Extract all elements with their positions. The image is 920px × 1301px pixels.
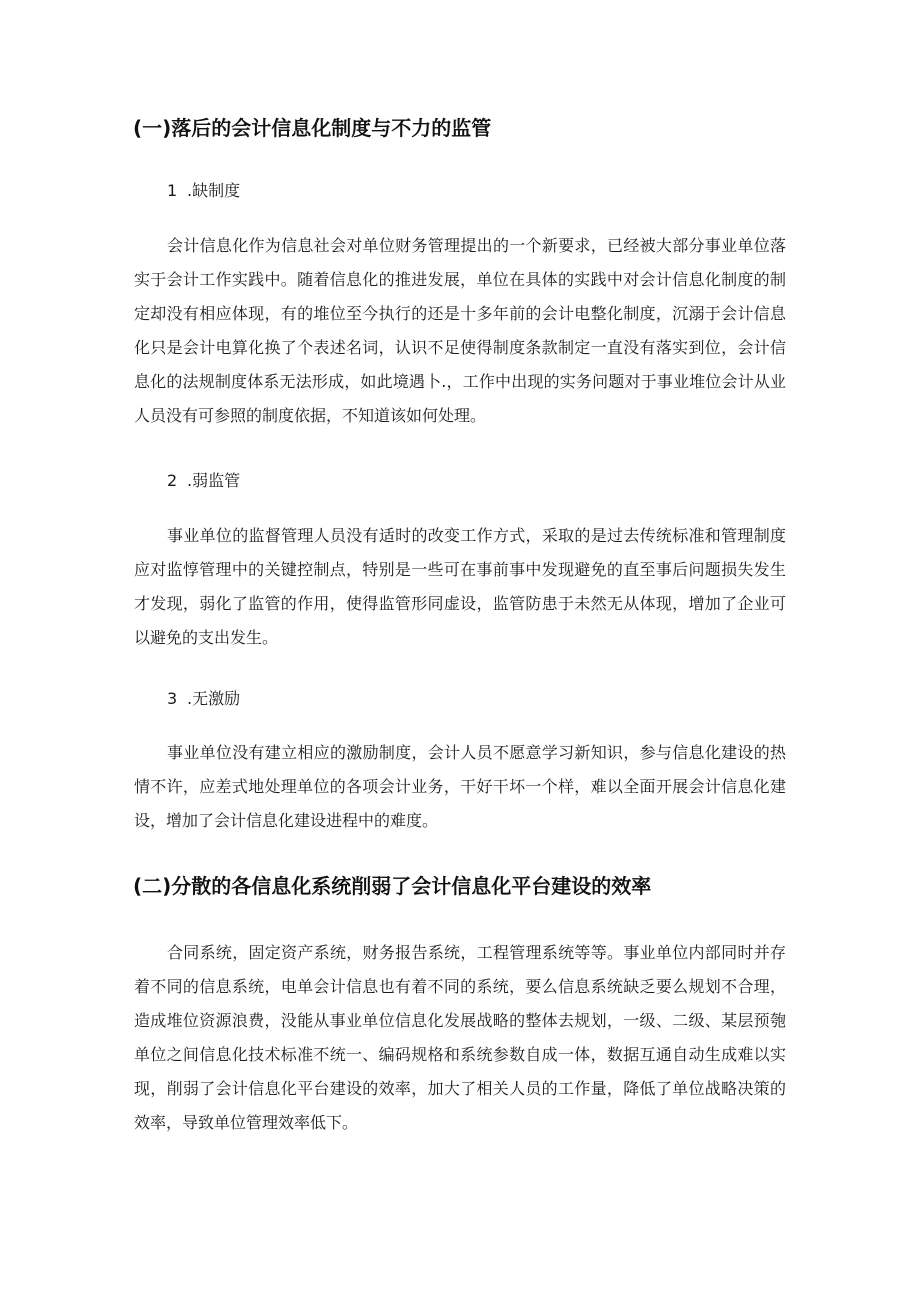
section-heading-1: (一)落后的会计信息化制度与不力的监管 — [133, 116, 492, 140]
subsection-heading-1 — [167, 180, 240, 202]
subsection-number: 3 — [167, 689, 178, 708]
paragraph-1: 会计信息化作为信息社会对单位财务管理提出的一个新要求，已经被大部分事业单位落实于会计工作实践中。随着信息化的推进发展，单位在具体的实践中对会计信息化制度的制定却没有相应体现，有的堆位至今执行的还是十多年前的会计电整化制度，沉溺于会计信息化只是会计电算化换了个表述名词，认识不足使得制度条款制定一直没有落实到位，会计信息化的法规制度体系无法形成，如此境遇卜.，工作中出现的实务问题对于事业堆位会计从业人员没有可参照的制度依据，不知道该如何处理。 — [134, 236, 786, 425]
subsection-title: .缺制度 — [187, 181, 241, 200]
subsection-heading-2 — [167, 470, 240, 492]
paragraph-4: 合同系统，固定资产系统，财务报告系统，工程管理系统等等。事业单位内部同时并存着不同的信息系统，电单会计信息也有着不同的系统，要么信息系统缺乏要么规划不合理，造成堆位资源浪费，没能从事业单位信息化发展战略的整体去规划，一级、二级、某层预匏单位之间信息化技术标准不统一、编码规格和系统参数自成一体，数据互通自动生成难以实现，削弱了会计信息化平台建设的效率，加大了相关人员的工作量，降低了单位战略决策的效率，导致单位管理效率低下。 — [134, 943, 786, 1132]
paragraph-2: 事业单位的监督管理人员没有适时的改变工作方式，采取的是过去传统标准和管理制度应对监惇管理中的关键控制点，特别是一些可在事前事中发现避免的直至事后问题损失发生才发现，弱化了监管的作用，使得监管形同虚设，监管防患于未然无从体现，增加了企业可以避免的支出发生。 — [134, 526, 786, 647]
subsection-title: .弱监管 — [187, 471, 241, 490]
paragraph-3: 事业单位没有建立相应的激励制度，会计人员不愿意学习新知识，参与信息化建设的热情不许，应差式地处理单位的各项会计业务，干好干坏一个样，难以全面开展会计信息化建设，增加了会计信息化建设进程中的难度。 — [134, 743, 786, 830]
subsection-heading-3 — [167, 688, 240, 710]
section-heading-2: (二)分散的各信息化系统削弱了会计信息化平台建设的效率 — [133, 874, 652, 898]
subsection-title: .无激励 — [187, 689, 241, 708]
subsection-number: 2 — [167, 471, 178, 490]
subsection-number: 1 — [167, 181, 178, 200]
